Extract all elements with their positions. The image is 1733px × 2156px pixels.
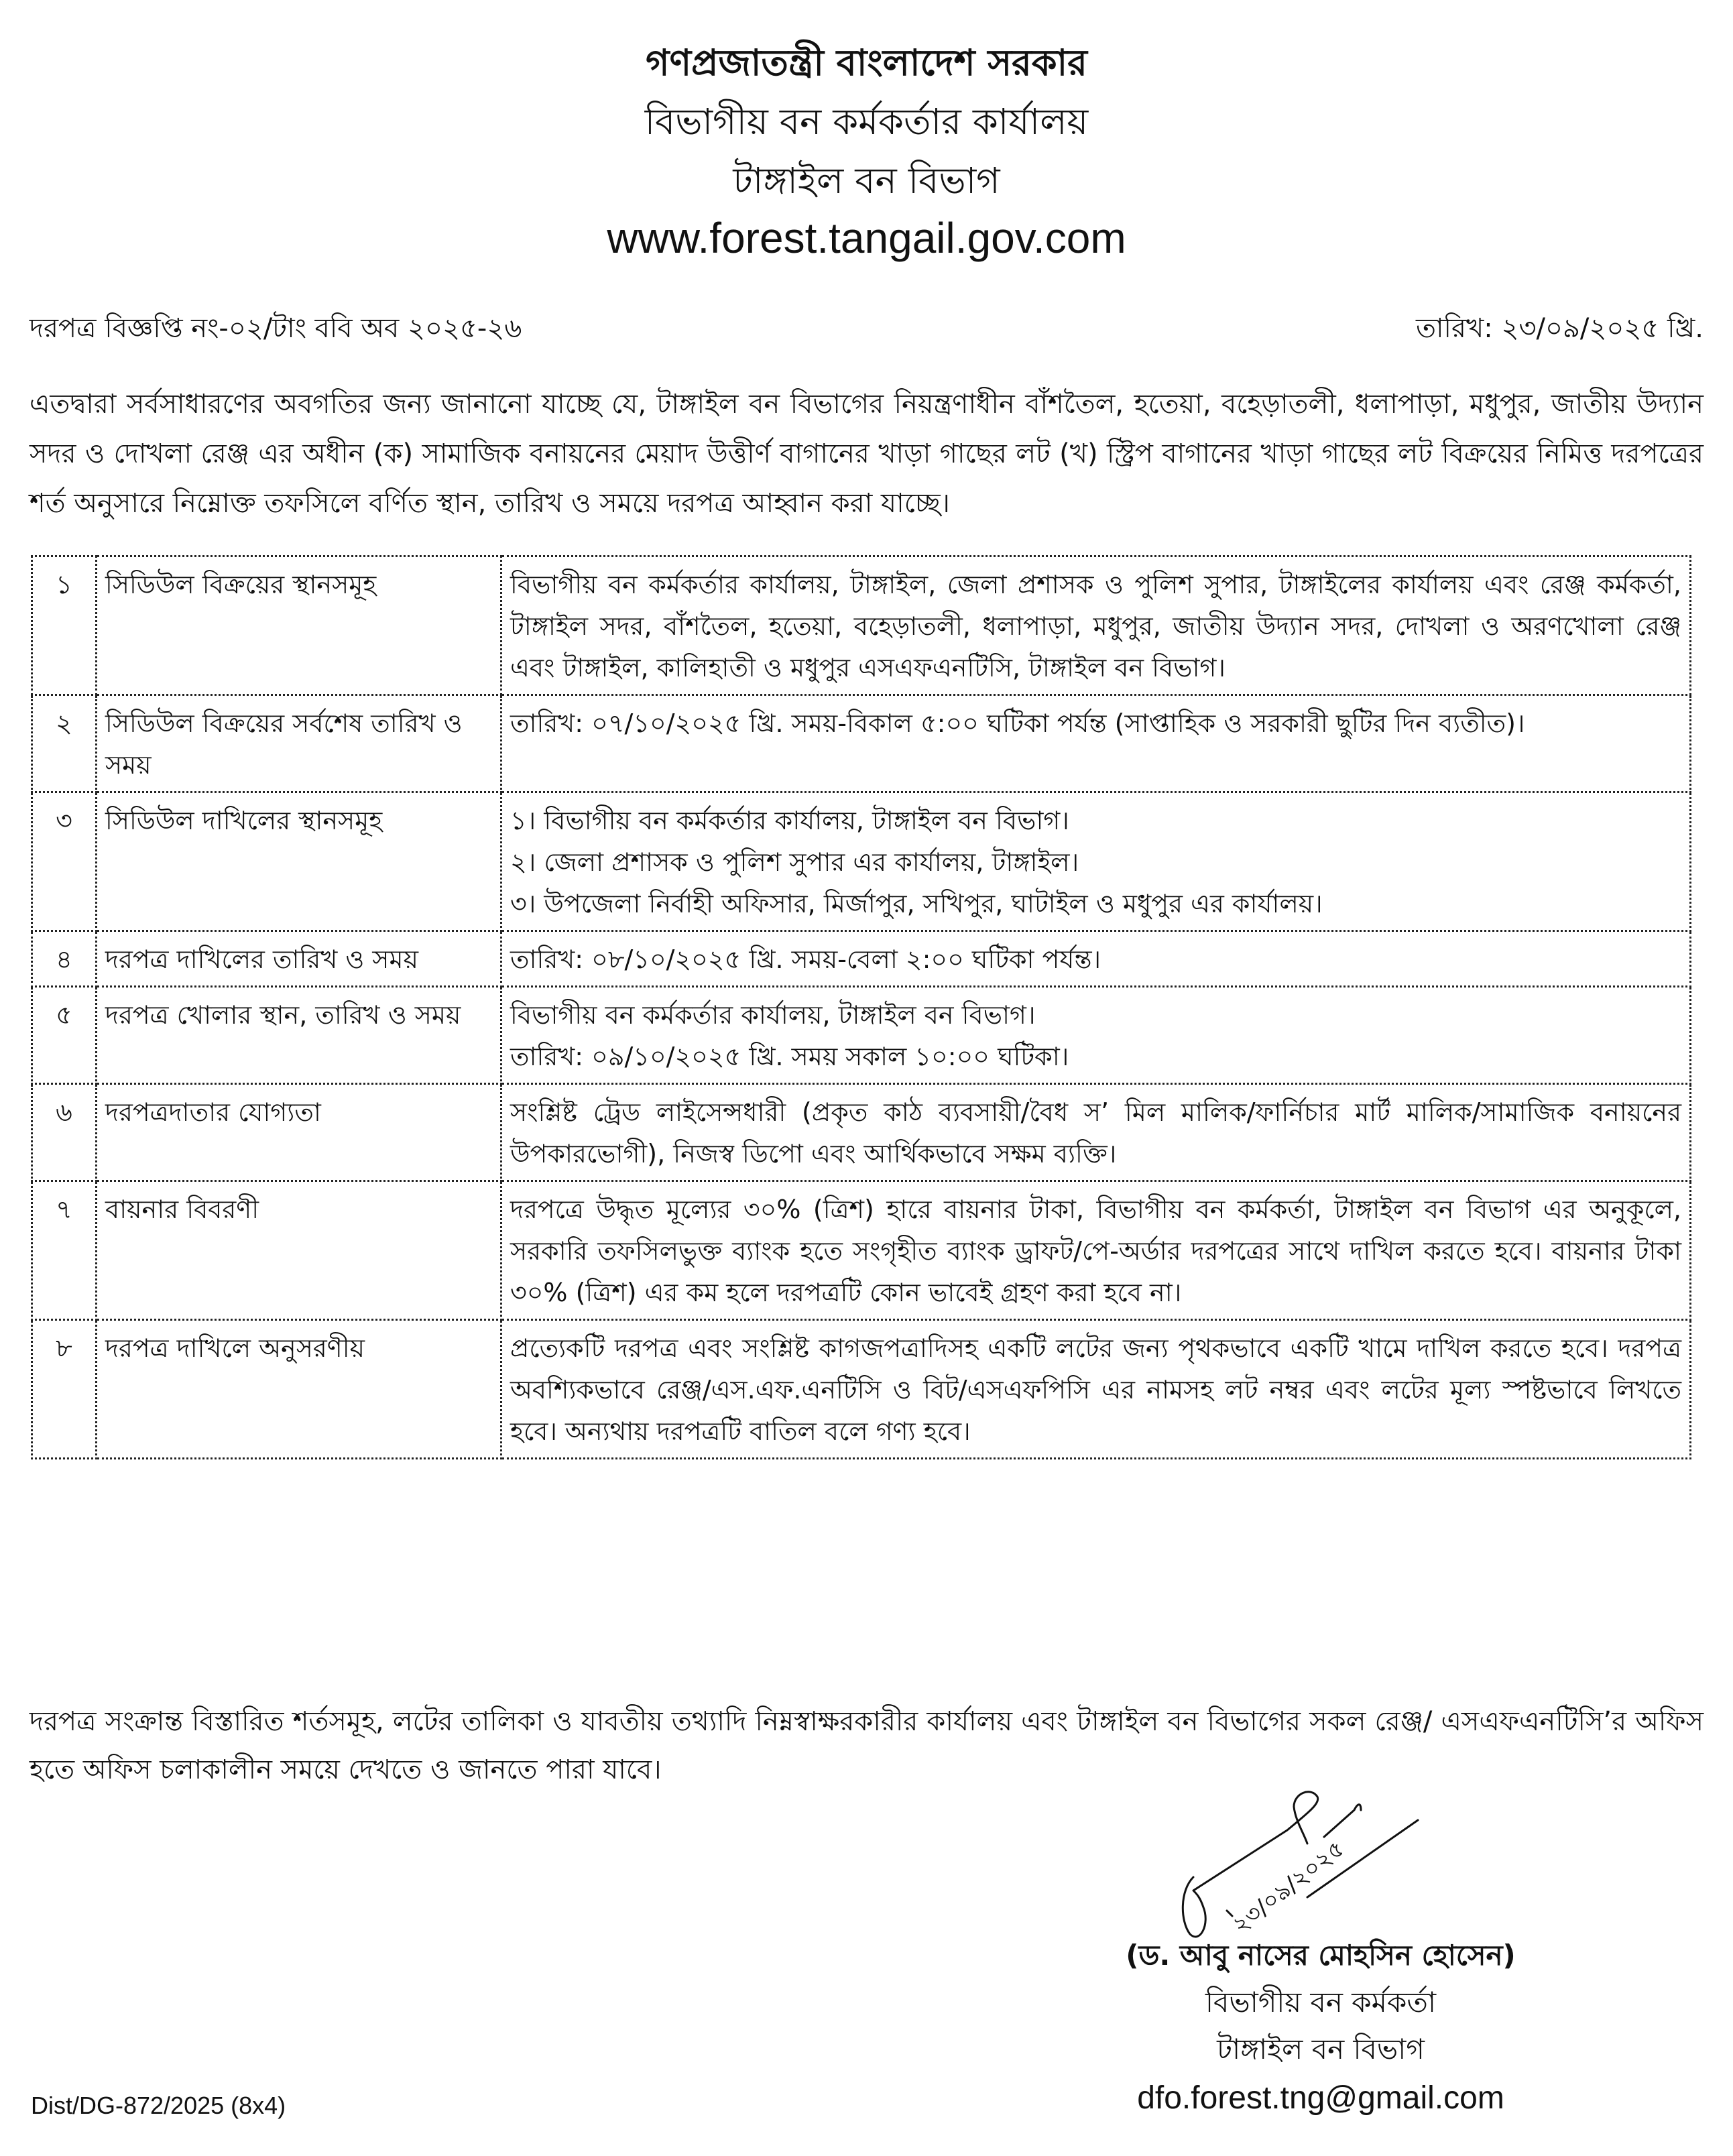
division-title: টাঙ্গাইল বন বিভাগ xyxy=(733,160,1000,202)
handwritten-signature xyxy=(1153,1783,1529,1958)
detail-line: দরপত্রে উদ্ধৃত মূল্যের ৩০% (ত্রিশ) হারে বায়নার টাকা, বিভাগীয় বন কর্মকর্তা, টাঙ্গাইল বন বিভাগ এর অনুকূলে, সরকারি তফসিলভুক্ত ব্যাংক হতে সংগৃহীত ব্যাংক ড্রাফট/পে-অর্ডার দরপত্রের সাথে দাখিল করতে হবে। বায়নার টাকা ৩০% (ত্রিশ) এর কম হলে দরপত্রটি কোন ভাবেই গ্রহণ করা হবে না। xyxy=(510,1195,1681,1307)
row-number: ৫ xyxy=(32,987,97,1084)
table-row xyxy=(32,931,1691,987)
detail-line: ১। বিভাগীয় বন কর্মকর্তার কার্যালয়, টাঙ্গাইল বন বিভাগ। xyxy=(510,806,1069,835)
signatory-division: টাঙ্গাইল বন বিভাগ xyxy=(1217,2033,1425,2065)
government-title: গণপ্রজাতন্ত্রী বাংলাদেশ সরকার xyxy=(646,42,1087,84)
table-row xyxy=(32,556,1691,695)
office-title: বিভাগীয় বন কর্মকর্তার কার্যালয় xyxy=(644,101,1089,143)
row-label: দরপত্র দাখিলের তারিখ ও সময় xyxy=(97,931,501,987)
detail-line: বিভাগীয় বন কর্মকর্তার কার্যালয়, টাঙ্গাইল বন বিভাগ। xyxy=(510,1000,1036,1030)
row-label: সিডিউল দাখিলের স্থানসমূহ xyxy=(97,792,501,931)
intro-paragraph: এতদ্বারা সর্বসাধারণের অবগতির জন্য জানানো যাচ্ছে যে, টাঙ্গাইল বন বিভাগের নিয়ন্ত্রণাধীন বাঁশতৈল, হতেয়া, বহেড়াতলী, ধলাপাড়া, মধুপুর, জাতীয় উদ্যান সদর ও দোখলা রেঞ্জ এর অধীন (ক) সামাজিক বনায়নের মেয়াদ উত্তীর্ণ বাগানের খাড়া গাছের লট (খ) স্ট্রিপ বাগানের খাড়া গাছের লট বিক্রয়ের নিমিত্ত দরপত্রের শর্ত অনুসারে নিম্নোক্ত তফসিলে বর্ণিত স্থান, তারিখ ও সময়ে দরপত্র আহ্বান করা যাচ্ছে। xyxy=(29,389,1704,519)
memo-reference: দরপত্র বিজ্ঞপ্তি নং-০২/টাং ববি অব ২০২৫-২৬ xyxy=(29,313,522,344)
table-row xyxy=(32,1181,1691,1320)
row-number: ৭ xyxy=(32,1181,97,1320)
row-details xyxy=(501,695,1691,792)
table-row xyxy=(32,695,1691,792)
detail-line: ৩। উপজেলা নির্বাহী অফিসার, মির্জাপুর, সখিপুর, ঘাটাইল ও মধুপুর এর কার্যালয়। xyxy=(510,889,1323,918)
row-number: ৪ xyxy=(32,931,97,987)
detail-line: তারিখ: ০৭/১০/২০২৫ খ্রি. সময়-বিকাল ৫:০০ ঘটিকা পর্যন্ত (সাপ্তাহিক ও সরকারী ছুটির দিন ব্যতীত)। xyxy=(510,709,1525,738)
distribution-code: Dist/DG-872/2025 (8x4) xyxy=(31,2092,286,2119)
detail-line: প্রত্যেকটি দরপত্র এবং সংশ্লিষ্ট কাগজপত্রাদিসহ একটি লটের জন্য পৃথকভাবে একটি খামে দাখিল করতে হবে। দরপত্র অবশ্যিকভাবে রেঞ্জ/এস.এফ.এনটিসি ও বিট/এসএফপিসি এর নামসহ লট নম্বর এবং লটের মূল্য স্পষ্টভাবে লিখতে হবে। অন্যথায় দরপত্রটি বাতিল বলে গণ্য হবে। xyxy=(510,1333,1681,1446)
row-details xyxy=(501,1181,1691,1320)
row-label: সিডিউল বিক্রয়ের সর্বশেষ তারিখ ও সময় xyxy=(97,695,501,792)
row-details xyxy=(501,1320,1691,1459)
memo-date: তারিখ: ২৩/০৯/২০২৫ খ্রি. xyxy=(1415,313,1704,344)
row-label: দরপত্র দাখিলে অনুসরণীয় xyxy=(97,1320,501,1459)
signature-date: ২৩/০৯/২০২৫ xyxy=(1227,1835,1350,1939)
detail-line: তারিখ: ০৮/১০/২০২৫ খ্রি. সময়-বেলা ২:০০ ঘটিকা পর্যন্ত। xyxy=(510,945,1101,974)
schedule-table xyxy=(31,555,1689,1459)
website-link[interactable]: www.forest.tangail.gov.com xyxy=(607,214,1126,262)
row-label: দরপত্র খোলার স্থান, তারিখ ও সময় xyxy=(97,987,501,1084)
signatory-email[interactable]: dfo.forest.tng@gmail.com xyxy=(1137,2080,1504,2116)
detail-line: তারিখ: ০৯/১০/২০২৫ খ্রি. সময় সকাল ১০:০০ ঘটিকা। xyxy=(510,1042,1069,1071)
detail-line: বিভাগীয় বন কর্মকর্তার কার্যালয়, টাঙ্গাইল, জেলা প্রশাসক ও পুলিশ সুপার, টাঙ্গাইলের কার্যালয় এবং রেঞ্জ কর্মকর্তা, টাঙ্গাইল সদর, বাঁশতৈল, হতেয়া, বহেড়াতলী, ধলাপাড়া, মধুপুর, জাতীয় উদ্যান সদর, দোখলা ও অরণখোলা রেঞ্জ এবং টাঙ্গাইল, কালিহাতী ও মধুপুর এসএফএনটিসি, টাঙ্গাইল বন বিভাগ। xyxy=(510,570,1681,682)
row-details xyxy=(501,556,1691,695)
signatory-name: (ড. আবু নাসের মোহসিন হোসেন) xyxy=(1126,1939,1516,1972)
row-label: দরপত্রদাতার যোগ্যতা xyxy=(97,1084,501,1181)
row-details xyxy=(501,792,1691,931)
row-details xyxy=(501,931,1691,987)
table-row xyxy=(32,987,1691,1084)
row-number: ২ xyxy=(32,695,97,792)
signatory-title: বিভাগীয় বন কর্মকর্তা xyxy=(1205,1986,1437,2019)
row-label: সিডিউল বিক্রয়ের স্থানসমূহ xyxy=(97,556,501,695)
row-number: ৬ xyxy=(32,1084,97,1181)
detail-line: ২। জেলা প্রশাসক ও পুলিশ সুপার এর কার্যালয়, টাঙ্গাইল। xyxy=(510,847,1079,877)
row-number: ১ xyxy=(32,556,97,695)
row-label: বায়নার বিবরণী xyxy=(97,1181,501,1320)
table-row xyxy=(32,1084,1691,1181)
table-row xyxy=(32,1320,1691,1459)
row-details xyxy=(501,987,1691,1084)
table-row xyxy=(32,792,1691,931)
closing-paragraph: দরপত্র সংক্রান্ত বিস্তারিত শর্তসমূহ, লটের তালিকা ও যাবতীয় তথ্যাদি নিম্নস্বাক্ষরকারীর কার্যালয় এবং টাঙ্গাইল বন বিভাগের সকল রেঞ্জ/ এসএফএনটিসি’র অফিস হতে অফিস চলাকালীন সময়ে দেখতে ও জানতে পারা যাবে। xyxy=(29,1706,1704,1785)
signature-block xyxy=(1059,1932,1582,2124)
detail-line: সংশ্লিষ্ট ট্রেড লাইসেন্সধারী (প্রকৃত কাঠ ব্যবসায়ী/বৈধ স’ মিল মালিক/ফার্নিচার মার্ট মালিক/সামাজিক বনায়নের উপকারভোগী), নিজস্ব ডিপো এবং আর্থিকভাবে সক্ষম ব্যক্তি। xyxy=(510,1097,1681,1169)
row-details xyxy=(501,1084,1691,1181)
row-number: ৮ xyxy=(32,1320,97,1459)
row-number: ৩ xyxy=(32,792,97,931)
